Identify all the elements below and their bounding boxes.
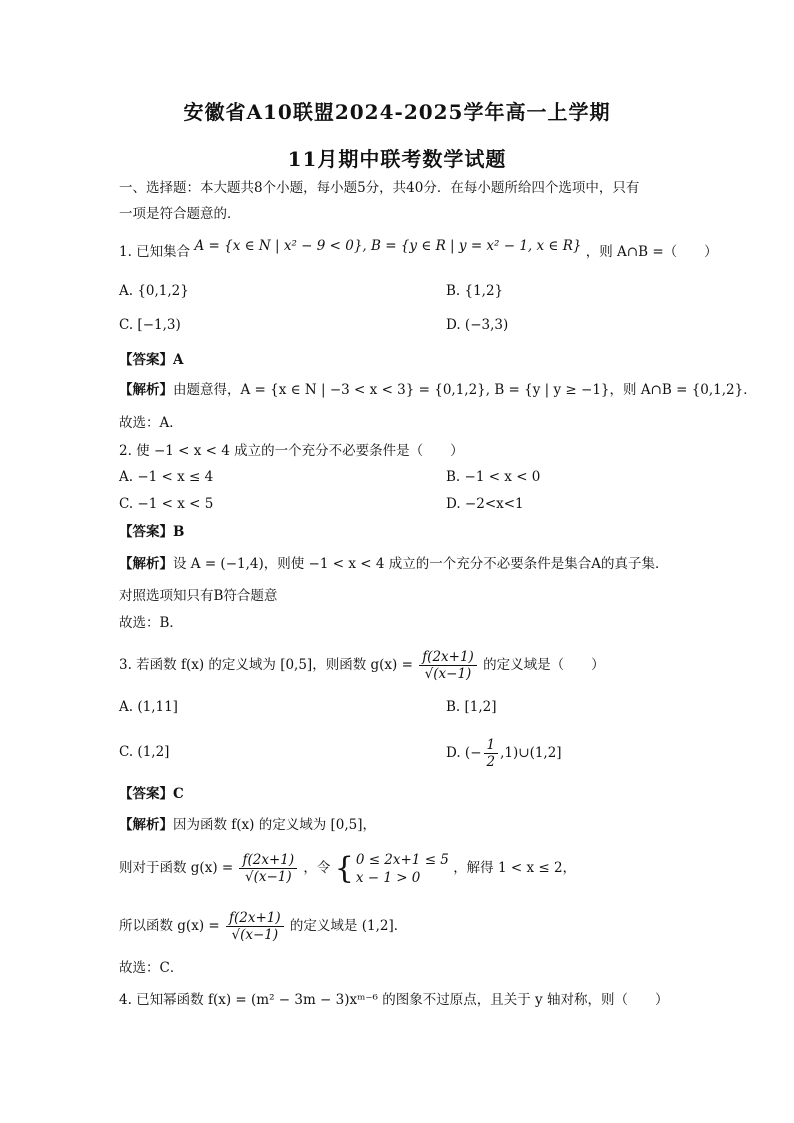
q1-analysis [119,380,757,400]
section-instructions-line1: 一、选择题：本大题共8个小题，每小题5分，共40分．在每小题所给四个选项中，只有 [119,180,640,196]
q3-option-d-fraction-num: 1 [484,737,499,754]
q1-analysis-label: 【解析】 [119,382,173,398]
q3-analysis [119,815,376,835]
q2-option-a: A. −1 < x ≤ 4 [119,469,214,485]
q3-stem-suffix: 的定义域是（ ） [483,657,605,673]
q3-option-d-suffix: ,1)∪(1,2] [500,745,562,761]
q2-option-d: D. −2<x<1 [446,496,524,512]
q3-option-c: C. (1,2] [119,744,170,760]
q3-answer: 【答案】C [119,786,184,802]
q2-stem: 2. 使 −1 < x < 4 成立的一个充分不必要条件是（ ） [119,443,464,459]
q3-analysis-label: 【解析】 [119,817,173,833]
q2-result: 故选：B． [119,615,183,631]
q2-analysis-label: 【解析】 [119,556,173,572]
q1-option-a: A. {0,1,2} [119,283,189,299]
q2-option-c: C. −1 < x < 5 [119,496,214,512]
q1-answer: 【答案】A [119,352,184,368]
q2-answer: 【答案】B [119,524,185,540]
q3-stem-fraction-num: f(2x+1) [419,649,477,666]
q3-analysis-text: 因为函数 f(x) 的定义域为 [0,5]， [173,817,377,833]
q3-line3-prefix: 所以函数 g(x) = [119,918,220,934]
q3-stem-fraction [419,649,477,682]
q3-option-a: A. (1,11] [119,699,178,715]
q1-stem-prefix: 1. 已知集合 [119,244,191,260]
document-title-line2: 11月期中联考数学试题 [287,147,507,171]
q2-analysis-text: 设 A = (−1,4)，则使 −1 < x < 4 成立的一个充分不必要条件是集合A的真子集． [173,556,669,572]
q3-option-d-fraction [484,737,499,770]
q1-option-c: C. [−1,3) [119,317,181,333]
q3-line2-fraction [239,852,297,885]
q3-option-d-fraction-den: 2 [486,754,496,770]
q2-analysis-line2: 对照选项知只有B符合题意 [119,588,278,604]
q3-option-d-prefix: D. (− [446,745,482,761]
q3-line3-fraction [226,910,284,943]
q3-stem-prefix: 3. 若函数 f(x) 的定义域为 [0,5]，则函数 g(x) = [119,657,413,673]
q3-analysis-line2 [119,848,576,888]
q1-analysis-text: 由题意得，A = {x ∈ N | −3 < x < 3} = {0,1,2}, B = {y | y ≥ −1}，则 A∩B = {0,1,2}． [173,382,757,398]
section-instructions-line2: 一项是符合题意的． [119,206,241,222]
q1-option-d: D. (−3,3) [446,317,509,333]
q3-line2-prefix: 则对于函数 g(x) = [119,860,234,876]
q3-line3-fraction-den: √(x−1) [231,927,279,943]
q2-analysis [119,554,668,574]
q1-result: 故选：A． [119,415,183,431]
q3-result: 故选：C． [119,960,184,976]
document-title-line1: 安徽省A10联盟2024-2025学年高一上学期 [183,100,611,124]
q3-stem-fraction-den: √(x−1) [424,666,472,682]
q1-stem [119,238,718,262]
q3-stem [119,645,605,685]
q3-line3-fraction-num: f(2x+1) [226,910,284,927]
q3-analysis-line3 [119,906,407,946]
q3-line2-fraction-den: √(x−1) [244,869,292,885]
q1-option-b: B. {1,2} [446,283,504,299]
system-brace: { [334,850,354,886]
q3-line2-fraction-num: f(2x+1) [239,852,297,869]
q4-stem: 4. 已知幂函数 f(x) = (m² − 3m − 3)xᵐ⁻⁶ 的图象不过原点，且关于 y 轴对称，则（ ） [119,992,669,1008]
q3-inequality-2: x − 1 > 0 [355,869,421,886]
q3-option-d [446,733,562,773]
q1-stem-math: A = {x ∈ N | x² − 9 < 0}, B = {y ∈ R | y = x² − 1, x ∈ R} [194,238,582,254]
q3-line3-suffix: 的定义域是 (1,2]． [289,918,408,934]
q2-option-b: B. −1 < x < 0 [446,469,541,485]
q3-line2-suffix: ，解得 1 < x ≤ 2， [453,860,577,876]
q1-stem-suffix: ，则 A∩B =（ ） [585,244,718,260]
q3-option-b: B. [1,2] [446,699,497,715]
q3-line2-mid: ，令 [303,860,331,876]
q3-inequality-1: 0 ≤ 2x+1 ≤ 5 [355,851,449,868]
q3-inequality-system [356,851,449,887]
